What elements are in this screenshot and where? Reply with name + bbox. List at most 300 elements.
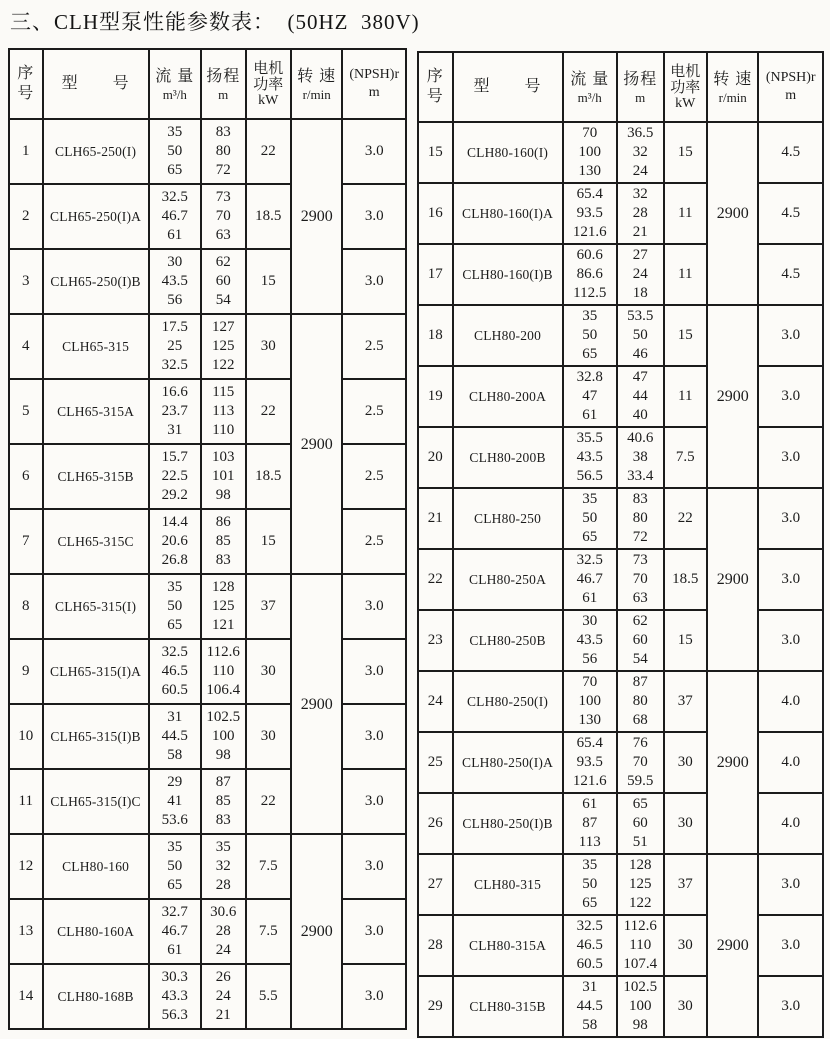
npsh-cell: 4.5: [758, 244, 823, 305]
speed-label: 转 速: [297, 67, 337, 85]
row-index-cell: 22: [418, 549, 452, 610]
model-cell: CLH80-315A: [453, 915, 563, 976]
head-cell: [201, 379, 246, 444]
power-cell: 30: [664, 732, 707, 793]
table-row: [418, 732, 823, 793]
col-header-power: [664, 52, 707, 122]
head-value: 100: [211, 728, 235, 744]
npsh-cell: 3.0: [342, 184, 406, 249]
flow-value: 32.5: [161, 189, 188, 205]
table-header: [418, 52, 823, 122]
npsh-cell: 3.0: [342, 769, 406, 834]
col-header-index: [9, 49, 43, 119]
model-cell: CLH80-315: [453, 854, 563, 915]
head-value: 128: [628, 857, 652, 873]
head-value: 24: [632, 266, 648, 282]
head-value: 106.4: [206, 682, 241, 698]
col-header-npsh: [342, 49, 406, 119]
head-cell: [617, 732, 664, 793]
row-index-cell: 16: [418, 183, 452, 244]
flow-value: 31: [167, 709, 183, 725]
npsh-cell: 4.5: [758, 183, 823, 244]
head-cell: [201, 769, 246, 834]
flow-value: 100: [578, 144, 601, 160]
flow-cell: [563, 854, 617, 915]
flow-value: 14.4: [161, 514, 188, 530]
head-cell: [201, 899, 246, 964]
head-value: 32: [215, 858, 231, 874]
table-row: [9, 769, 406, 834]
head-value: 24: [215, 942, 231, 958]
head-value: 28: [215, 877, 231, 893]
head-value: 62: [632, 613, 648, 629]
flow-value: 70: [582, 125, 598, 141]
head-value: 70: [215, 208, 231, 224]
npsh-cell: 3.0: [342, 119, 406, 184]
head-value: 28: [632, 205, 648, 221]
speed-cell: 2900: [291, 119, 342, 314]
table-row: [418, 915, 823, 976]
flow-value: 43.5: [161, 273, 188, 289]
power-cell: 22: [246, 379, 291, 444]
head-value: 100: [628, 998, 652, 1014]
head-value: 121: [211, 617, 235, 633]
flow-cell: [149, 769, 201, 834]
power-header-line: 功率: [670, 79, 701, 96]
head-value: 107.4: [623, 956, 658, 972]
flow-value: 23.7: [161, 403, 188, 419]
flow-value: 15.7: [161, 449, 188, 465]
flow-cell: [563, 122, 617, 183]
head-value: 27: [632, 247, 648, 263]
flow-value: 47: [582, 388, 598, 404]
flow-cell: [149, 704, 201, 769]
flow-cell: [563, 427, 617, 488]
model-cell: CLH80-160(I): [453, 122, 563, 183]
flow-value: 30: [582, 613, 598, 629]
head-value: 68: [632, 712, 648, 728]
table-row: [418, 183, 823, 244]
table-row: [9, 119, 406, 184]
head-value: 24: [632, 163, 648, 179]
npsh-cell: 4.5: [758, 122, 823, 183]
speed-unit: r/min: [302, 86, 331, 102]
power-cell: 18.5: [664, 549, 707, 610]
row-index-cell: 12: [9, 834, 43, 899]
npsh-cell: 3.0: [758, 915, 823, 976]
flow-value: 113: [578, 834, 601, 850]
power-header-line: kW: [258, 92, 279, 108]
head-cell: [201, 704, 246, 769]
npsh-cell: 3.0: [342, 899, 406, 964]
index-header-line: 号: [426, 88, 444, 105]
flow-value: 46.5: [576, 937, 603, 953]
npsh-cell: 3.0: [342, 249, 406, 314]
row-index-cell: 28: [418, 915, 452, 976]
power-cell: 5.5: [246, 964, 291, 1029]
head-value: 83: [215, 552, 231, 568]
table-row: [418, 488, 823, 549]
power-cell: 11: [664, 244, 707, 305]
head-value: 73: [632, 552, 648, 568]
row-index-cell: 19: [418, 366, 452, 427]
flow-value: 46.7: [161, 923, 188, 939]
head-cell: [617, 915, 664, 976]
table-row: [9, 899, 406, 964]
power-cell: 15: [246, 249, 291, 314]
power-cell: 30: [664, 793, 707, 854]
power-cell: 37: [246, 574, 291, 639]
row-index-cell: 24: [418, 671, 452, 732]
col-header-speed: [707, 52, 758, 122]
head-value: 122: [211, 357, 235, 373]
flow-cell: [563, 488, 617, 549]
flow-value: 43.3: [161, 988, 188, 1004]
flow-value: 61: [582, 796, 598, 812]
table-row: [9, 834, 406, 899]
flow-cell: [563, 732, 617, 793]
model-cell: CLH80-160(I)A: [453, 183, 563, 244]
head-cell: [617, 244, 664, 305]
row-index-cell: 27: [418, 854, 452, 915]
row-index-cell: 29: [418, 976, 452, 1037]
flow-value: 29.2: [161, 487, 188, 503]
head-value: 62: [215, 254, 231, 270]
head-value: 80: [632, 693, 648, 709]
col-header-head: [201, 49, 246, 119]
table-row: [418, 244, 823, 305]
speed-cell: 2900: [291, 834, 342, 1029]
head-value: 87: [215, 774, 231, 790]
power-cell: 15: [664, 305, 707, 366]
flow-value: 29: [167, 774, 183, 790]
header-row: [418, 52, 823, 122]
table-row: [418, 610, 823, 671]
model-cell: CLH80-160: [43, 834, 149, 899]
col-header-model: 型 号: [43, 49, 149, 119]
flow-value: 86.6: [576, 266, 603, 282]
row-index-cell: 25: [418, 732, 452, 793]
row-index-cell: 20: [418, 427, 452, 488]
speed-cell: 2900: [707, 488, 758, 671]
flow-cell: [563, 793, 617, 854]
table-header: [9, 49, 406, 119]
flow-cell: [563, 671, 617, 732]
row-index-cell: 7: [9, 509, 43, 574]
npsh-cell: 2.5: [342, 314, 406, 379]
flow-label: 流 量: [155, 67, 195, 85]
power-header-line: kW: [675, 95, 696, 111]
table-row: [418, 122, 823, 183]
head-cell: [617, 671, 664, 732]
head-label: 扬程: [206, 67, 241, 85]
model-cell: CLH65-250(I)A: [43, 184, 149, 249]
flow-value: 46.7: [161, 208, 188, 224]
head-value: 98: [215, 747, 231, 763]
flow-value: 60.5: [576, 956, 603, 972]
speed-cell: 2900: [291, 314, 342, 574]
power-cell: 22: [664, 488, 707, 549]
flow-cell: [149, 314, 201, 379]
flow-value: 30: [167, 254, 183, 270]
head-value: 24: [215, 988, 231, 1004]
flow-value: 56: [167, 292, 183, 308]
flow-value: 31: [582, 979, 598, 995]
flow-value: 93.5: [576, 205, 603, 221]
head-cell: [201, 314, 246, 379]
flow-cell: [149, 249, 201, 314]
head-value: 60: [632, 815, 648, 831]
flow-value: 32.5: [576, 552, 603, 568]
flow-value: 70: [582, 674, 598, 690]
head-value: 70: [632, 571, 648, 587]
head-cell: [617, 488, 664, 549]
flow-value: 20.6: [161, 533, 188, 549]
page-title: 三、CLH型泵性能参数表： (50HZ 380V): [10, 10, 420, 34]
flow-value: 30.3: [161, 969, 188, 985]
col-header-flow: [149, 49, 201, 119]
model-cell: CLH65-315A: [43, 379, 149, 444]
flow-cell: [563, 244, 617, 305]
power-cell: 15: [664, 610, 707, 671]
head-value: 127: [211, 319, 235, 335]
power-cell: 15: [246, 509, 291, 574]
flow-value: 50: [167, 143, 183, 159]
model-cell: CLH80-200A: [453, 366, 563, 427]
table-row: [9, 704, 406, 769]
head-cell: [617, 305, 664, 366]
model-cell: CLH80-250A: [453, 549, 563, 610]
power-header-line: 功率: [253, 76, 284, 93]
index-header-line: 号: [17, 85, 35, 102]
flow-value: 26.8: [161, 552, 188, 568]
head-value: 60: [632, 632, 648, 648]
row-index-cell: 9: [9, 639, 43, 704]
power-cell: 30: [246, 704, 291, 769]
head-cell: [201, 249, 246, 314]
head-value: 87: [632, 674, 648, 690]
head-value: 51: [632, 834, 648, 850]
head-value: 53.5: [627, 308, 654, 324]
flow-value: 93.5: [576, 754, 603, 770]
row-index-cell: 21: [418, 488, 452, 549]
npsh-cell: 4.0: [758, 732, 823, 793]
npsh-cell: 2.5: [342, 444, 406, 509]
flow-value: 60.5: [161, 682, 188, 698]
row-index-cell: 10: [9, 704, 43, 769]
row-index-cell: 5: [9, 379, 43, 444]
power-cell: 18.5: [246, 184, 291, 249]
head-value: 21: [215, 1007, 231, 1023]
model-cell: CLH80-250(I)A: [453, 732, 563, 793]
flow-cell: [149, 379, 201, 444]
head-value: 98: [632, 1017, 648, 1033]
npsh-cell: 3.0: [342, 704, 406, 769]
flow-value: 121.6: [572, 773, 607, 789]
col-header-index: [418, 52, 452, 122]
head-value: 85: [215, 793, 231, 809]
npsh-cell: 3.0: [342, 639, 406, 704]
power-cell: 11: [664, 183, 707, 244]
row-index-cell: 3: [9, 249, 43, 314]
table-row: [418, 854, 823, 915]
power-header-line: 电机: [670, 63, 701, 80]
flow-value: 35: [582, 308, 598, 324]
head-value: 76: [632, 735, 648, 751]
flow-cell: [563, 976, 617, 1037]
flow-cell: [149, 964, 201, 1029]
head-value: 102.5: [623, 979, 658, 995]
flow-value: 61: [582, 407, 598, 423]
head-value: 73: [215, 189, 231, 205]
power-cell: 11: [664, 366, 707, 427]
head-cell: [201, 509, 246, 574]
head-value: 60: [215, 273, 231, 289]
flow-value: 35: [167, 579, 183, 595]
head-cell: [617, 549, 664, 610]
model-cell: CLH80-250(I)B: [453, 793, 563, 854]
npsh-cell: 3.0: [758, 854, 823, 915]
flow-value: 65: [167, 617, 183, 633]
flow-value: 32.5: [576, 918, 603, 934]
index-header-line: 序: [426, 68, 444, 85]
head-value: 102.5: [206, 709, 241, 725]
flow-value: 32.5: [161, 644, 188, 660]
model-cell: CLH80-160A: [43, 899, 149, 964]
table-row: [9, 444, 406, 509]
power-cell: 22: [246, 119, 291, 184]
head-value: 125: [211, 598, 235, 614]
npsh-unit: m: [368, 85, 380, 100]
col-header-flow: [563, 52, 617, 122]
head-unit: m: [218, 86, 229, 102]
power-cell: 7.5: [246, 834, 291, 899]
flow-unit: m³/h: [577, 89, 602, 105]
head-value: 47: [632, 369, 648, 385]
flow-cell: [149, 444, 201, 509]
table-row: [9, 964, 406, 1029]
npsh-label: (NPSH)r: [349, 67, 400, 82]
model-cell: CLH65-315: [43, 314, 149, 379]
flow-value: 35.5: [576, 430, 603, 446]
table-row: [9, 509, 406, 574]
head-cell: [617, 366, 664, 427]
power-cell: 7.5: [246, 899, 291, 964]
flow-value: 35: [167, 124, 183, 140]
flow-value: 130: [578, 712, 601, 728]
head-cell: [617, 610, 664, 671]
flow-value: 50: [582, 876, 598, 892]
npsh-label: (NPSH)r: [765, 70, 816, 85]
table-row: [418, 549, 823, 610]
head-value: 103: [211, 449, 235, 465]
head-value: 38: [632, 449, 648, 465]
head-value: 40: [632, 407, 648, 423]
head-value: 40.6: [627, 430, 654, 446]
head-value: 59.5: [627, 773, 654, 789]
head-value: 54: [215, 292, 231, 308]
power-cell: 22: [246, 769, 291, 834]
model-cell: CLH65-315(I)B: [43, 704, 149, 769]
head-value: 63: [215, 227, 231, 243]
npsh-cell: 3.0: [758, 366, 823, 427]
head-label: 扬程: [623, 70, 658, 88]
model-cell: CLH65-315B: [43, 444, 149, 509]
head-value: 35: [215, 839, 231, 855]
table-row: [9, 574, 406, 639]
row-index-cell: 1: [9, 119, 43, 184]
head-value: 80: [215, 143, 231, 159]
flow-value: 65: [582, 346, 598, 362]
model-cell: CLH80-250: [453, 488, 563, 549]
flow-cell: [149, 119, 201, 184]
flow-value: 87: [582, 815, 598, 831]
table-row: [9, 314, 406, 379]
power-cell: 18.5: [246, 444, 291, 509]
head-value: 83: [215, 812, 231, 828]
head-value: 70: [632, 754, 648, 770]
head-value: 32: [632, 186, 648, 202]
head-value: 44: [632, 388, 648, 404]
head-cell: [201, 444, 246, 509]
head-value: 83: [632, 491, 648, 507]
power-cell: 30: [664, 976, 707, 1037]
head-cell: [617, 183, 664, 244]
head-value: 98: [215, 487, 231, 503]
flow-value: 61: [167, 942, 183, 958]
head-value: 72: [632, 529, 648, 545]
head-value: 101: [211, 468, 235, 484]
head-value: 115: [212, 384, 235, 400]
npsh-cell: 3.0: [342, 834, 406, 899]
flow-value: 100: [578, 693, 601, 709]
flow-value: 17.5: [161, 319, 188, 335]
model-cell: CLH65-315(I)C: [43, 769, 149, 834]
flow-value: 32.7: [161, 904, 188, 920]
row-index-cell: 18: [418, 305, 452, 366]
head-value: 110: [212, 663, 235, 679]
head-value: 112.6: [206, 644, 240, 660]
col-header-model: 型 号: [453, 52, 563, 122]
flow-value: 60.6: [576, 247, 603, 263]
head-cell: [201, 639, 246, 704]
model-cell: CLH80-160(I)B: [453, 244, 563, 305]
npsh-unit: m: [785, 88, 797, 103]
flow-value: 16.6: [161, 384, 188, 400]
head-value: 86: [215, 514, 231, 530]
table-row: [418, 976, 823, 1037]
npsh-cell: 3.0: [342, 574, 406, 639]
head-value: 83: [215, 124, 231, 140]
flow-cell: [563, 305, 617, 366]
model-cell: CLH80-200: [453, 305, 563, 366]
pump-table-right: [417, 51, 824, 1038]
model-cell: CLH80-168B: [43, 964, 149, 1029]
flow-value: 65: [167, 162, 183, 178]
head-cell: [201, 964, 246, 1029]
head-value: 72: [215, 162, 231, 178]
power-cell: 7.5: [664, 427, 707, 488]
head-cell: [201, 184, 246, 249]
table-row: [9, 184, 406, 249]
flow-value: 35: [582, 857, 598, 873]
col-header-npsh: [758, 52, 823, 122]
head-value: 112.6: [623, 918, 657, 934]
speed-cell: 2900: [707, 671, 758, 854]
table-row: [9, 249, 406, 314]
flow-cell: [149, 834, 201, 899]
pump-table-left: [8, 48, 407, 1030]
